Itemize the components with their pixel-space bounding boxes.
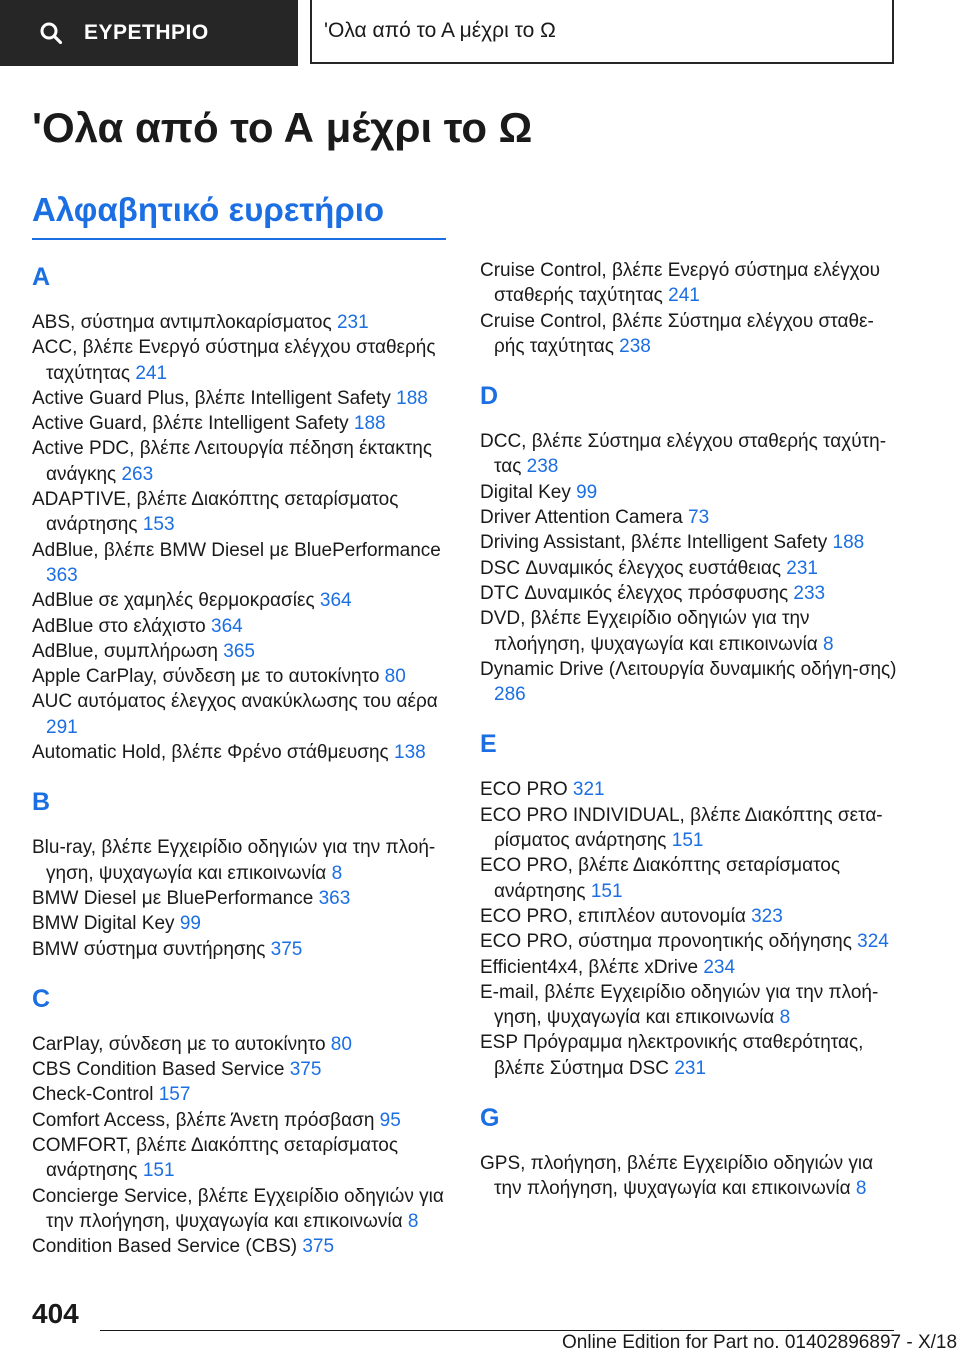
page-reference-link[interactable]: 375 [270, 938, 303, 960]
index-entry [32, 538, 452, 589]
index-entry-text: Apple CarPlay, σύνδεση με το αυτοκίνητο [32, 666, 380, 688]
index-entry-text: ECO PRO, σύστημα προνοητικής οδήγησης [480, 931, 852, 953]
page-reference-link[interactable]: 151 [142, 1160, 175, 1182]
index-entry-text: Efficient4x4, βλέπε xDrive [480, 956, 699, 978]
index-entry-text: ESP Πρόγραμμα ηλεκτρονικής σταθερότητας, βλέπε Σύστημα DSC [480, 1032, 864, 1079]
page-reference-link[interactable]: 375 [302, 1236, 335, 1258]
index-entry-text: Comfort Access, βλέπε Άνετη πρόσβαση [32, 1109, 375, 1131]
page-reference-link[interactable]: 231 [674, 1057, 707, 1079]
index-entry-text: Automatic Hold, βλέπε Φρένο στάθμευσης [32, 742, 389, 764]
index-entry-text: AUC αυτόματος έλεγχος ανακύκλωσης του αέρα [32, 691, 438, 713]
index-button[interactable] [0, 0, 298, 66]
index-entry [32, 487, 452, 538]
index-entry [32, 1184, 452, 1235]
page-reference-link[interactable]: 80 [330, 1033, 352, 1055]
page-reference-link[interactable]: 188 [353, 413, 386, 435]
index-entry-text: Active Guard, βλέπε Intelligent Safety [32, 413, 349, 435]
index-entry [480, 803, 900, 854]
page-reference-link[interactable]: 321 [572, 779, 605, 801]
index-entry [480, 853, 900, 904]
page-reference-link[interactable]: 364 [211, 615, 243, 637]
index-entry [480, 556, 900, 581]
index-entry [480, 581, 900, 606]
page-reference-link[interactable]: 151 [671, 830, 704, 852]
index-entry-text: BMW σύστημα συντήρησης [32, 938, 266, 960]
page-reference-link[interactable]: 231 [786, 557, 818, 579]
index-entry-text: Blu-ray, βλέπε Εγχειρίδιο οδηγιών για την πλοή‐γηση, ψυχαγωγία και επικοινωνία [32, 837, 436, 884]
search-icon [40, 22, 62, 44]
index-entry [480, 657, 900, 708]
index-column-right [480, 258, 900, 1202]
page-reference-link[interactable]: 151 [590, 880, 623, 902]
page-reference-link[interactable]: 364 [319, 590, 352, 612]
index-entry-text: ABS, σύστημα αντιμπλοκαρίσματος [32, 312, 332, 333]
index-entry-text: AdBlue σε χαμηλές θερμοκρασίες [32, 590, 315, 612]
page-reference-link[interactable]: 188 [396, 387, 428, 409]
index-entry [32, 1032, 452, 1057]
section-divider [32, 238, 446, 240]
page-reference-link[interactable]: 8 [855, 1178, 867, 1200]
index-letter-heading: C [32, 984, 51, 1013]
index-entry [32, 614, 452, 639]
index-entry-text: ACC, βλέπε Ενεργό σύστημα ελέγχου σταθερής ταχύτητας [32, 337, 436, 384]
index-entry [32, 664, 452, 689]
index-entry [32, 1082, 452, 1107]
index-entry [32, 588, 452, 613]
footer-edition-text: Online Edition for Part no. 01402896897 - X/18 [562, 1332, 958, 1353]
index-entry-text: Check-Control [32, 1084, 154, 1106]
index-entry [32, 886, 452, 911]
index-entry-text: ECO PRO, επιπλέον αυτονομία [480, 905, 746, 927]
index-entry [32, 411, 452, 436]
index-entry [32, 689, 452, 740]
index-entry [480, 505, 900, 530]
index-letter-heading: E [480, 730, 497, 759]
index-entry-text: Active Guard Plus, βλέπε Intelligent Safety [32, 387, 391, 409]
footer-divider [100, 1330, 894, 1331]
index-entry [480, 429, 900, 480]
page-reference-link[interactable]: 323 [751, 905, 783, 927]
index-letter-heading: A [32, 263, 51, 291]
index-entry-text: DSC Δυναμικός έλεγχος ευστάθειας [480, 557, 782, 579]
index-entry-text: AdBlue στο ελάχιστο [32, 615, 206, 637]
index-entry-text: DVD, βλέπε Εγχειρίδιο οδηγιών για την πλοήγηση, ψυχαγωγία και επικοινωνία [480, 608, 818, 655]
page-reference-link[interactable]: 231 [336, 312, 369, 333]
index-entry [480, 530, 900, 555]
page-reference-link[interactable]: 365 [223, 640, 255, 662]
index-entry-text: CBS Condition Based Service [32, 1059, 285, 1081]
top-bar [0, 0, 960, 66]
index-entry-text: COMFORT, βλέπε Διακόπτης σεταρίσματος ανάρτησης [32, 1135, 399, 1182]
index-entry [480, 980, 900, 1031]
index-entry-text: Driver Attention Camera [480, 507, 683, 529]
index-entry [32, 310, 452, 335]
index-entry [480, 480, 900, 505]
index-entry [480, 1030, 900, 1081]
index-entry [32, 1234, 452, 1259]
page-reference-link[interactable]: 286 [494, 684, 526, 706]
page-reference-link[interactable]: 73 [688, 507, 710, 529]
page-reference-link[interactable]: 188 [832, 532, 865, 554]
section-title: Αλφαβητικό ευρετήριο [32, 191, 385, 228]
index-entry [480, 309, 900, 360]
index-entry-text: Concierge Service, βλέπε Εγχειρίδιο οδηγιών για την πλοήγηση, ψυχαγωγία και επικοινωνία [32, 1185, 444, 1232]
page-reference-link[interactable]: 80 [384, 666, 406, 688]
index-entry [480, 777, 900, 802]
index-entry-text: AdBlue, βλέπε BMW Diesel με BluePerformance [32, 539, 441, 561]
index-entry [32, 335, 452, 386]
index-entry [32, 436, 452, 487]
index-column-left [32, 258, 452, 1260]
page-reference-link[interactable]: 324 [857, 931, 889, 953]
page-title: 'Ολα από το Α μέχρι το Ω [32, 104, 533, 151]
page-reference-link[interactable]: 234 [703, 956, 736, 978]
index-entry [32, 911, 452, 936]
index-entry [32, 740, 452, 765]
index-entry-text: GPS, πλοήγηση, βλέπε Εγχειρίδιο οδηγιών για την πλοήγηση, ψυχαγωγία και επικοινωνία [480, 1153, 874, 1200]
index-entry [32, 937, 452, 962]
page-reference-link[interactable]: 233 [793, 582, 826, 604]
page-reference-link[interactable]: 241 [668, 285, 700, 307]
index-entry-text: ECO PRO [480, 779, 568, 801]
index-entry-text: Driving Assistant, βλέπε Intelligent Safety [480, 532, 828, 554]
index-entry-text: Cruise Control, βλέπε Ενεργό σύστημα ελέγχου σταθερής ταχύτητας [480, 260, 881, 307]
page-reference-link[interactable]: 8 [823, 633, 834, 655]
page-reference-link[interactable]: 99 [179, 913, 201, 935]
page-reference-link[interactable]: 8 [779, 1007, 791, 1029]
index-button-label: ΕΥΡΕΤΗΡΙΟ [84, 21, 209, 44]
page-reference-link[interactable]: 363 [318, 887, 351, 909]
page-reference-link[interactable]: 157 [158, 1084, 191, 1106]
index-entry-text: E-mail, βλέπε Εγχειρίδιο οδηγιών για την πλοή‐γηση, ψυχαγωγία και επικοινωνία [480, 981, 879, 1029]
page-reference-link[interactable]: 291 [46, 716, 78, 738]
index-entry-text: BMW Diesel με BluePerformance [32, 887, 314, 909]
index-entry-text: DTC Δυναμικός έλεγχος πρόσφυσης [480, 582, 789, 604]
page-reference-link[interactable]: 263 [121, 463, 154, 485]
index-entry-text: ECO PRO INDIVIDUAL, βλέπε Διακόπτης σετα‐ρίσματος ανάρτησης [480, 804, 883, 852]
page-reference-link[interactable]: 363 [46, 564, 78, 586]
index-entry [32, 1108, 452, 1133]
page-reference-link[interactable]: 99 [576, 481, 598, 503]
index-entry-text: Cruise Control, βλέπε Σύστημα ελέγχου σταθε‐ρής ταχύτητας [480, 310, 874, 357]
index-entry [32, 1057, 452, 1082]
page-reference-link[interactable]: 238 [526, 456, 559, 478]
index-entry-text: ADAPTIVE, βλέπε Διακόπτης σεταρίσματος ανάρτησης [32, 489, 399, 536]
index-letter-heading: D [480, 382, 499, 411]
index-entry [480, 258, 900, 309]
breadcrumb[interactable]: 'Ολα από το Α μέχρι το Ω [310, 0, 894, 64]
index-entry [480, 929, 900, 954]
index-entry-text: Condition Based Service (CBS) [32, 1236, 298, 1258]
page-reference-link[interactable]: 241 [135, 362, 168, 384]
page-reference-link[interactable]: 138 [394, 742, 426, 764]
index-entry-text: CarPlay, σύνδεση με το αυτοκίνητο [32, 1033, 326, 1055]
index-entry-text: DCC, βλέπε Σύστημα ελέγχου σταθερής ταχύτη‐τας [480, 431, 887, 478]
index-entry [480, 955, 900, 980]
page-reference-link[interactable]: 8 [331, 862, 343, 884]
index-letter-heading: G [480, 1104, 500, 1133]
page-number: 404 [32, 1298, 79, 1329]
index-entry [480, 606, 900, 657]
index-entry-text: Dynamic Drive (Λειτουργία δυναμικής οδήγη‐σης) [480, 658, 897, 680]
index-entry-text: Active PDC, βλέπε Λειτουργία πέδηση έκτακτης ανάγκης [32, 438, 432, 485]
index-entry-text: BMW Digital Key [32, 913, 175, 935]
index-entry [32, 386, 452, 411]
page-reference-link[interactable]: 153 [142, 514, 175, 536]
index-entry [32, 835, 452, 886]
index-entry [480, 1151, 900, 1202]
index-entry-text: AdBlue, συμπλήρωση [32, 640, 219, 662]
index-letter-heading: B [32, 788, 51, 817]
page-reference-link[interactable]: 375 [289, 1059, 322, 1081]
index-entry-text: ECO PRO, βλέπε Διακόπτης σεταρίσματος ανάρτησης [480, 855, 841, 902]
index-entry-text: Digital Key [480, 481, 571, 503]
index-entry [32, 639, 452, 664]
page-reference-link[interactable]: 238 [619, 335, 651, 357]
page-reference-link[interactable]: 95 [379, 1109, 401, 1131]
index-entry [32, 1133, 452, 1184]
index-entry [480, 904, 900, 929]
page-reference-link[interactable]: 8 [407, 1210, 419, 1232]
